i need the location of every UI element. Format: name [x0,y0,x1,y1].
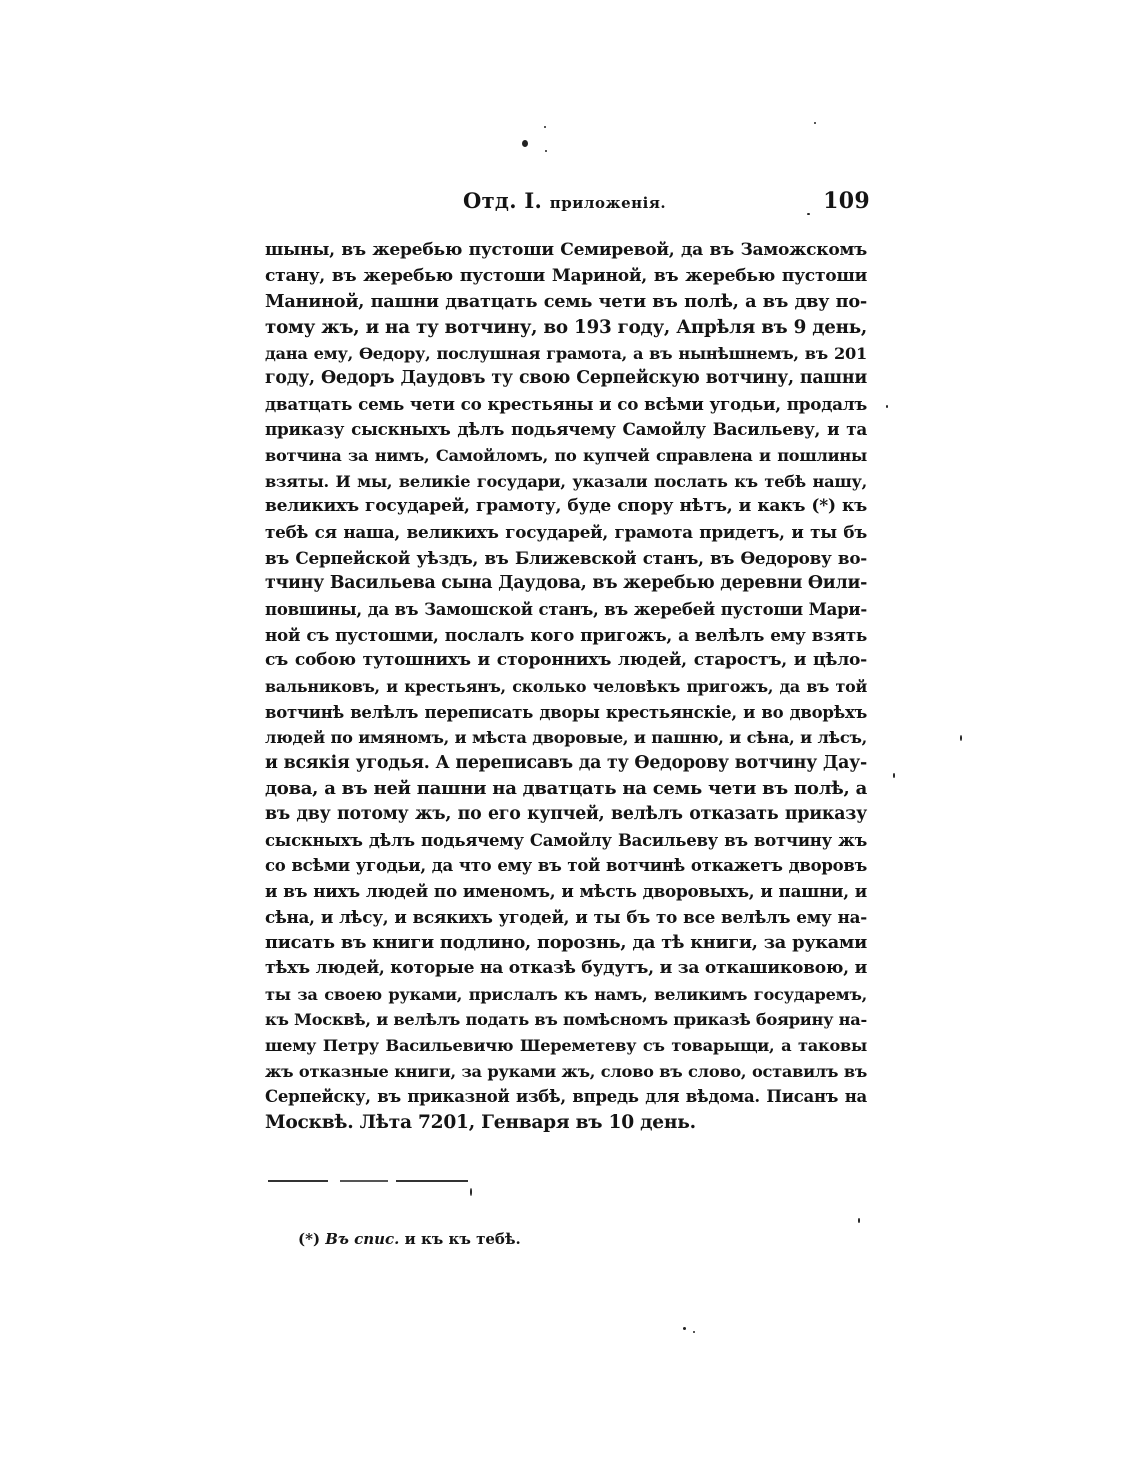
text-line-last: Москвѣ. Лѣта 7201, Генваря въ 10 день. [265,1111,696,1133]
text-line: писать въ книги подлино, порознь, да тѣ книги, за руками [265,932,867,954]
running-title-section: приложенія. [549,194,667,212]
text-line: къ Москвѣ, и велѣлъ подать въ помѣсномъ приказѣ боярину на- [265,1010,867,1030]
text-line: Маниной, пашни дватцать семь чети въ полѣ, а въ дву по- [265,291,867,313]
scan-speck [683,1327,686,1330]
text-line: дова, а въ ней пашни на дватцать на семь чети въ полѣ, а [265,778,867,800]
text-line: приказу сыскныхъ дѣлъ подьячему Самойлу Васильеву, и та [265,419,867,440]
text-line: тебѣ ся наша, великихъ государей, грамота придетъ, и ты бъ [265,522,867,543]
text-line: году, Өедоръ Даудовъ ту свою Серпейскую вотчину, пашни [265,368,867,389]
scan-speck [814,122,816,124]
text-line: великихъ государей, грамоту, буде спору нѣтъ, и какъ (*) къ [265,496,867,517]
footnote [298,1230,521,1248]
text-line: дана ему, Өедору, послушная грамота, а въ нынѣшнемъ, въ 201 [265,343,867,363]
text-line: съ собою тутошнихъ и стороннихъ людей, старостъ, и цѣло- [265,650,867,671]
footnote-marker: (*) [298,1230,321,1248]
scan-speck [893,773,895,778]
text-line: и всякія угодья. А переписавъ да ту Өедорову вотчину Дау- [265,752,867,773]
footnote-italic: Въ спис. [325,1230,400,1248]
text-line: вальниковъ, и крестьянъ, сколько человѣкъ пригожъ, да въ той [265,676,867,696]
body-text [265,238,867,1135]
text-line: ной съ пустошми, послалъ кого пригожъ, а велѣлъ ему взять [265,624,867,645]
scan-speck [545,150,547,152]
text-line: въ Серпейской уѣздъ, въ Ближевской станъ, въ Өедорову во- [265,547,867,568]
text-line: тому жъ, и на ту вотчину, во 193 году, Апрѣля въ 9 день, [265,316,867,338]
page-number: 109 [823,188,870,214]
text-line: шему Петру Васильевичю Шереметеву съ товарыщи, а таковы [265,1035,867,1055]
running-title-prefix: Отд. I. [463,188,543,213]
scan-speck [544,126,546,128]
text-line: дватцать семь чети со крестьяны и со всѣми угодьи, продалъ [265,393,867,414]
text-line: вотчинѣ велѣлъ переписать дворы крестьянскіе, и во дворѣхъ [265,702,867,722]
text-line: жъ отказные книги, за руками жъ, слово въ слово, оставилъ въ [265,1061,867,1081]
text-line: тѣхъ людей, которые на отказѣ будутъ, и за откашиковою, и [265,957,867,978]
running-title [463,188,666,213]
text-line: въ дву потому жъ, по его купчей, велѣлъ отказать приказу [265,804,867,825]
text-line: стану, въ жеребью пустоши Мариной, въ жеребью пустоши [265,265,867,286]
text-line: вотчина за нимъ, Самойломъ, по купчей справлена и пошлины [265,446,867,466]
text-line: людей по имяномъ, и мѣста дворовые, и пашню, и сѣна, и лѣсъ, [265,728,867,748]
scan-speck [522,140,528,147]
text-line: сѣна, и лѣсу, и всякихъ угодей, и ты бъ то все велѣлъ ему на- [265,906,867,927]
text-line: взяты. И мы, великіе государи, указали послать къ тебѣ нашу, [265,471,867,491]
footnote-divider [268,1180,468,1182]
scan-speck [693,1331,695,1333]
scan-speck [858,1218,860,1223]
scan-speck [960,735,962,741]
footnote-text: и къ къ тебѣ. [404,1230,521,1248]
text-line: и въ нихъ людей по именомъ, и мѣсть дворовыхъ, и пашни, и [265,881,867,902]
scan-speck [470,1188,472,1196]
running-head [265,188,870,218]
scan-speck [886,405,888,408]
text-line: со всѣми угодьи, да что ему въ той вотчинѣ откажетъ дворовъ [265,856,867,876]
text-line: тчину Васильева сына Даудова, въ жеребью деревни Өили- [265,573,868,594]
text-line: сыскныхъ дѣлъ подьячему Самойлу Васильеву въ вотчину жъ [265,830,867,850]
text-line: шыны, въ жеребью пустоши Семиревой, да въ Заможскомъ [265,240,867,260]
text-line: повшины, да въ Замошской станъ, въ жеребей пустоши Мари- [265,599,867,619]
text-line: Серпейску, въ приказной избѣ, впредь для вѣдома. Писанъ на [265,1087,867,1107]
text-line: ты за своею руками, прислалъ къ намъ, великимъ государемъ, [265,984,867,1004]
